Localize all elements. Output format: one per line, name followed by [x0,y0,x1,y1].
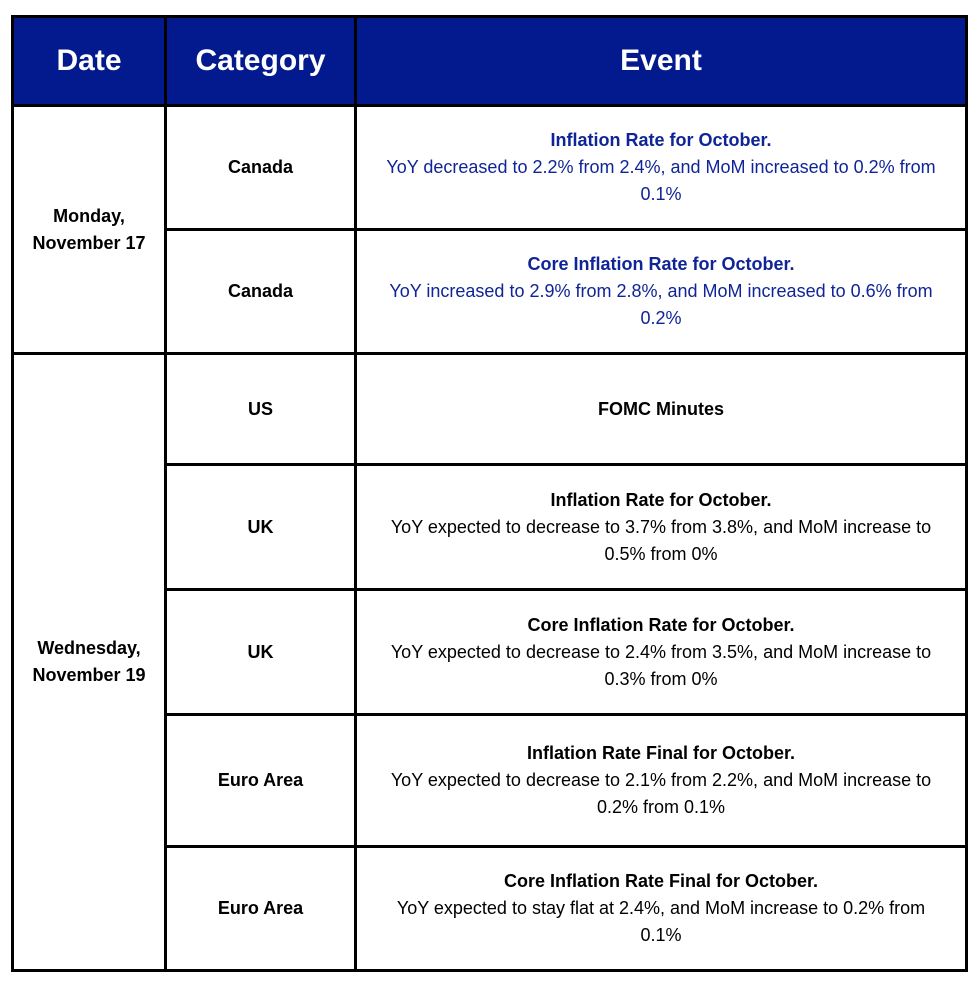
category-cell: US [166,354,356,465]
category-header: Category [166,17,356,106]
category-cell: UK [166,465,356,590]
event-title: Core Inflation Rate for October. [527,254,795,274]
date-cell-wednesday: Wednesday, November 19 [13,354,166,971]
category-cell: Canada [166,106,356,230]
event-description: YoY expected to decrease to 2.4% from 3.5%, and MoM increase to 0.3% from 0% [390,641,932,689]
event-header: Event [356,17,967,106]
event-title: FOMC Minutes [598,398,724,419]
event-cell [356,847,967,971]
event-cell [356,106,967,230]
event-cell [356,230,967,354]
category-cell: Canada [166,230,356,354]
event-description: YoY expected to stay flat at 2.4%, and MoM increase to 0.2% from 0.1% [396,898,926,945]
economic-calendar-table [11,15,968,972]
table-row [13,106,967,230]
category-cell: UK [166,590,356,715]
event-cell [356,715,967,847]
event-cell [356,354,967,465]
event-description: YoY expected to decrease to 3.7% from 3.8%, and MoM increase to 0.5% from 0% [390,516,932,564]
event-title: Core Inflation Rate for October. [527,614,795,635]
event-description: YoY decreased to 2.2% from 2.4%, and MoM increased to 0.2% from 0.1% [386,157,936,204]
event-title: Inflation Rate for October. [550,130,772,150]
event-title: Core Inflation Rate Final for October. [503,871,819,891]
date-header: Date [13,17,166,106]
event-description: YoY increased to 2.9% from 2.8%, and MoM increased to 0.6% from 0.2% [389,281,933,328]
event-title: Inflation Rate Final for October. [526,743,796,763]
event-cell [356,465,967,590]
header-row [13,17,967,106]
event-title: Inflation Rate for October. [550,489,772,510]
date-cell-monday: Monday, November 17 [13,106,166,354]
category-cell: Euro Area [166,715,356,847]
category-cell: Euro Area [166,847,356,971]
event-description: YoY expected to decrease to 2.1% from 2.2%, and MoM increase to 0.2% from 0.1% [390,770,932,817]
table-row [13,354,967,465]
event-cell [356,590,967,715]
